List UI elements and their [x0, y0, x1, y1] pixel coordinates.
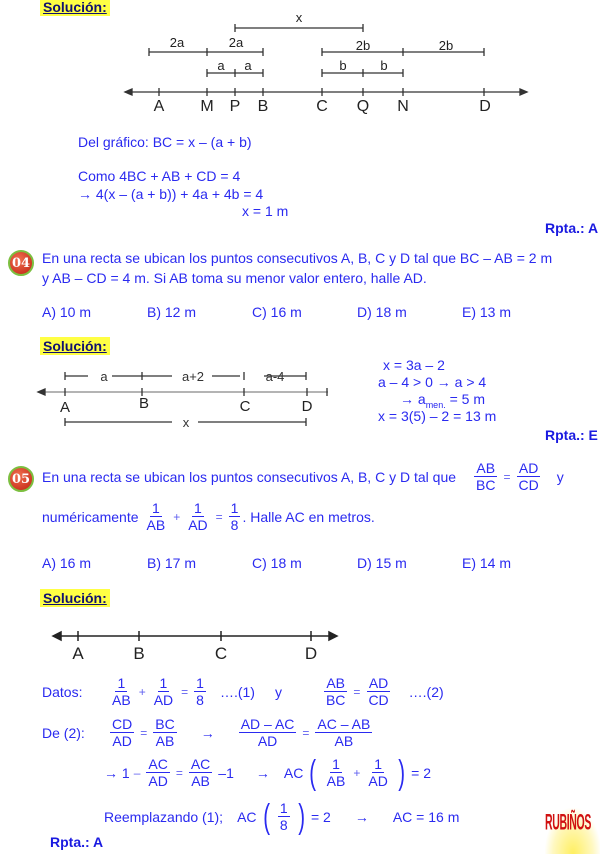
- solution-line: Como 4BC + AB + CD = 4: [78, 168, 241, 184]
- numerator: AC: [148, 756, 168, 772]
- fraction: [229, 500, 241, 534]
- label-a: a: [244, 58, 252, 73]
- solution-line: → 4(x – (a + b)) + 4a + 4b = 4: [78, 186, 264, 202]
- fraction: [189, 756, 212, 790]
- option-e: E) 14 m: [462, 555, 512, 571]
- denominator: AB: [191, 773, 210, 789]
- text: → 1: [104, 765, 130, 781]
- logo-text: RUBIÑOS: [545, 810, 591, 836]
- fraction: [474, 460, 497, 494]
- numerator: CD: [112, 716, 133, 732]
- text: = 2: [411, 765, 431, 781]
- denominator: 8: [230, 517, 239, 533]
- text: AC: [237, 809, 257, 825]
- solution-heading: Solución:: [40, 0, 110, 16]
- fraction: [152, 675, 175, 709]
- arrow: →: [255, 765, 270, 781]
- option-d: D) 15 m: [357, 555, 407, 571]
- option-b: B) 12 m: [147, 304, 197, 320]
- equals: =: [175, 766, 183, 780]
- solution-line: x = 3a – 2: [383, 357, 445, 373]
- label-a-plus-2: a+2: [181, 369, 205, 384]
- numerator: 1: [151, 500, 160, 516]
- text: y: [274, 684, 282, 700]
- label-b: b: [339, 58, 347, 73]
- result: AC = 16 m: [392, 809, 460, 825]
- option-a: A) 10 m: [42, 304, 92, 320]
- segment-diagram-2: [0, 360, 340, 435]
- denominator: AD: [188, 517, 208, 533]
- segment-diagram-1: [0, 0, 600, 120]
- numerator: AB: [326, 675, 346, 691]
- solution-heading: Solución:: [40, 337, 110, 355]
- plus: +: [173, 510, 181, 524]
- arrow: →: [354, 809, 369, 825]
- minus: –: [133, 766, 141, 780]
- problem-text: . Halle AC en metros.: [242, 509, 375, 525]
- label-x: x: [295, 10, 303, 25]
- denominator: 8: [196, 692, 204, 708]
- left-paren: (: [262, 798, 270, 836]
- denominator: AD: [112, 733, 132, 749]
- numerator: AC: [190, 756, 211, 772]
- point-B: B: [257, 98, 269, 115]
- fraction: [325, 756, 348, 790]
- label-x: x: [182, 415, 190, 430]
- denominator: AD: [148, 773, 168, 789]
- fraction: [145, 500, 168, 534]
- numerator: BC: [155, 716, 175, 732]
- equals: =: [353, 685, 361, 699]
- option-c: C) 18 m: [252, 555, 302, 571]
- text: = 5 m: [445, 391, 485, 407]
- numerator: 1: [230, 500, 239, 516]
- label-2a: 2a: [169, 35, 185, 50]
- option-a: A) 16 m: [42, 555, 92, 571]
- denominator: 8: [279, 817, 288, 833]
- equals: =: [302, 726, 310, 740]
- fraction: [278, 800, 290, 834]
- solution-line: [104, 800, 459, 834]
- label-2b: 2b: [438, 38, 454, 53]
- fraction: [110, 716, 134, 750]
- fraction: [186, 500, 209, 534]
- left-paren: (: [309, 754, 317, 792]
- solution-line: a – 4 > 0 → a > 4: [378, 374, 487, 390]
- point-A: A: [59, 399, 71, 416]
- point-C: C: [316, 98, 328, 115]
- denominator: AB: [334, 733, 354, 749]
- denominator: AD: [257, 733, 278, 749]
- subscript: men.: [425, 399, 446, 410]
- denominator: AD: [153, 692, 174, 708]
- solution-line: [42, 675, 444, 709]
- numerator: 1: [279, 800, 288, 816]
- point-D: D: [304, 644, 318, 663]
- problem-text-line: [42, 500, 375, 534]
- point-C: C: [214, 644, 228, 663]
- point-P: P: [229, 98, 241, 115]
- denominator: CD: [368, 692, 389, 708]
- problem-text: En una recta se ubican los puntos consecutivos A, B, C y D tal que: [42, 469, 457, 485]
- text: AC: [283, 765, 304, 781]
- text: y: [556, 469, 564, 485]
- text: –1: [218, 765, 234, 781]
- denominator: AD: [368, 773, 388, 789]
- numerator: 1: [117, 675, 126, 691]
- problem-text: numéricamente: [42, 509, 139, 525]
- answer: Rpta.: E: [545, 427, 598, 443]
- solution-line: [400, 391, 485, 410]
- point-A: A: [153, 98, 165, 115]
- problem-text: En una recta se ubican los puntos consecutivos A, B, C y D tal que BC – AB = 2 m: [42, 250, 553, 266]
- label-b: b: [380, 58, 388, 73]
- point-M: M: [200, 98, 214, 115]
- numerator: AD: [518, 460, 539, 476]
- option-c: C) 16 m: [252, 304, 302, 320]
- label-2b: 2b: [355, 38, 371, 53]
- fraction: [366, 756, 389, 790]
- label: De (2):: [42, 725, 85, 741]
- label: Datos:: [42, 684, 83, 700]
- label-a-minus-4: a-4: [265, 369, 285, 384]
- option-e: E) 13 m: [462, 304, 512, 320]
- denominator: AB: [146, 517, 166, 533]
- segment-diagram-3: [0, 620, 360, 665]
- point-A: A: [72, 644, 84, 663]
- solution-line: [104, 756, 431, 790]
- fraction: [194, 675, 206, 709]
- fraction: [516, 460, 540, 494]
- denominator: AB: [155, 733, 175, 749]
- right-paren: ): [297, 798, 305, 836]
- problem-text: y AB – CD = 4 m. Si AB toma su menor valor entero, halle AD.: [42, 270, 427, 286]
- fraction: [110, 675, 133, 709]
- answer: Rpta.: A: [545, 220, 599, 236]
- denominator: AB: [326, 773, 346, 789]
- solution-line: [42, 716, 374, 750]
- answer: Rpta.: A: [50, 834, 104, 850]
- right-paren: ): [398, 754, 405, 792]
- equation-ref: ….(1): [219, 684, 255, 700]
- label-a: a: [217, 58, 225, 73]
- denominator: BC: [476, 477, 496, 493]
- equals: =: [503, 470, 511, 484]
- equation-ref: ….(2): [408, 684, 444, 700]
- numerator: AC – AB: [317, 716, 371, 732]
- point-D: D: [301, 398, 313, 415]
- numerator: 1: [159, 675, 168, 691]
- denominator: CD: [518, 477, 539, 493]
- point-Q: Q: [356, 98, 370, 115]
- fraction: [239, 716, 297, 750]
- numerator: AD: [368, 675, 389, 691]
- plus: +: [353, 766, 361, 780]
- solution-line: x = 3(5) – 2 = 13 m: [378, 408, 497, 424]
- plus: +: [138, 685, 146, 699]
- equals: =: [215, 510, 223, 524]
- option-d: D) 18 m: [357, 304, 407, 320]
- numerator: 1: [374, 756, 382, 772]
- point-B: B: [133, 644, 145, 663]
- fraction: [146, 756, 169, 790]
- problem-text-line: [42, 460, 564, 494]
- text: = 2: [310, 809, 331, 825]
- fraction: [153, 716, 176, 750]
- point-N: N: [397, 98, 409, 115]
- numerator: 1: [194, 500, 202, 516]
- fraction: [315, 716, 372, 750]
- solution-heading: Solución:: [40, 589, 110, 607]
- denominator: AB: [112, 692, 131, 708]
- problem-number-badge: 04: [8, 250, 34, 276]
- rubinos-logo: [545, 808, 600, 854]
- fraction: [366, 675, 390, 709]
- point-B: B: [138, 395, 150, 412]
- point-D: D: [479, 98, 491, 115]
- numerator: AB: [476, 460, 496, 476]
- solution-line: Del gráfico: BC = x – (a + b): [78, 134, 252, 150]
- equals: =: [140, 726, 148, 740]
- option-b: B) 17 m: [147, 555, 197, 571]
- numerator: AD – AC: [240, 716, 295, 732]
- text: Reemplazando (1);: [104, 809, 224, 825]
- fraction: [324, 675, 347, 709]
- numerator: 1: [196, 675, 204, 691]
- problem-number-badge: 05: [8, 466, 34, 492]
- text: → a: [400, 391, 426, 407]
- label-2a: 2a: [228, 35, 244, 50]
- label-a: a: [100, 369, 108, 384]
- equals: =: [181, 685, 189, 699]
- solution-line: x = 1 m: [242, 203, 289, 219]
- numerator: 1: [332, 756, 340, 772]
- point-C: C: [239, 398, 251, 415]
- arrow: →: [200, 725, 215, 741]
- denominator: BC: [325, 692, 346, 708]
